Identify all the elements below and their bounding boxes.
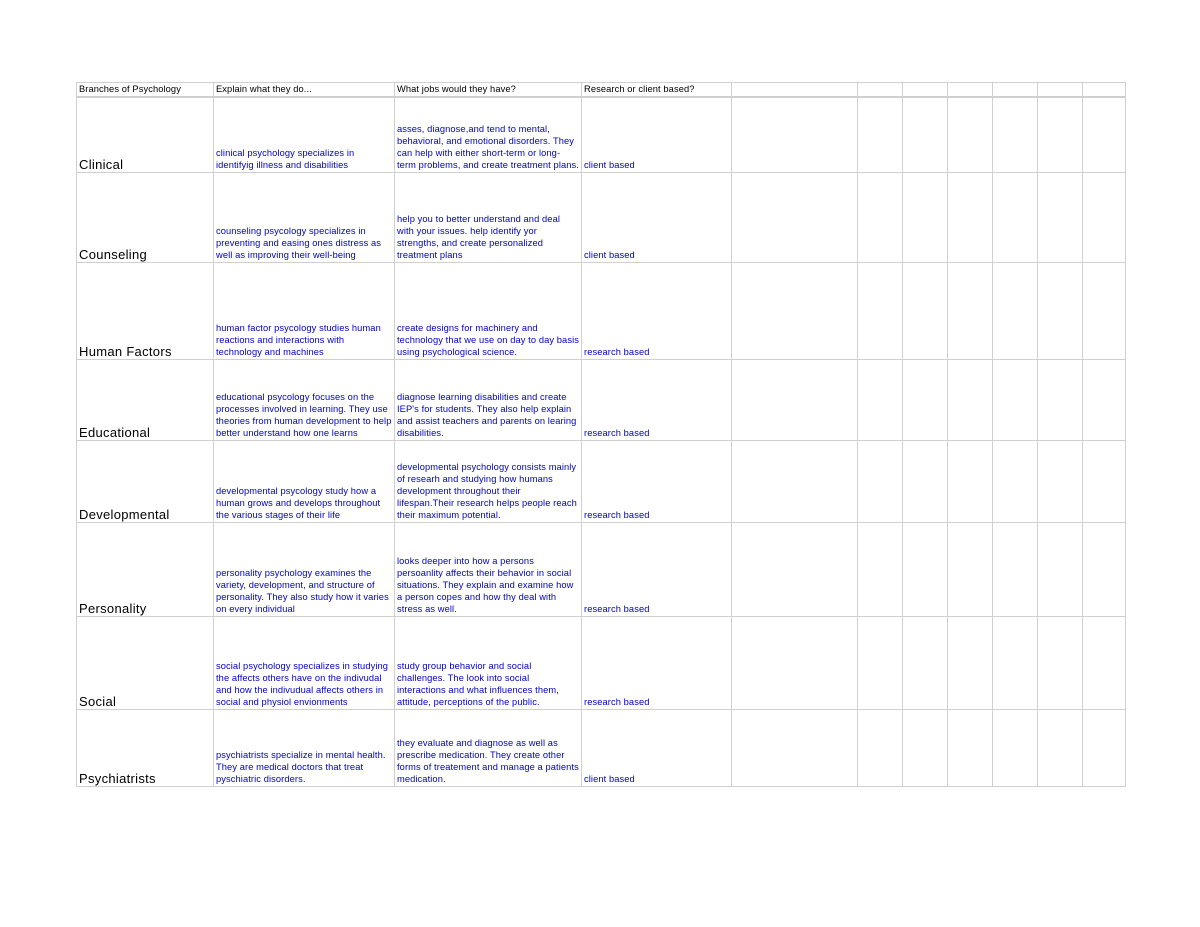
basis-cell[interactable]: research based	[582, 262, 732, 359]
table-row	[77, 97, 1126, 172]
empty-cell[interactable]	[858, 440, 903, 522]
basis-cell[interactable]: research based	[582, 359, 732, 440]
empty-cell[interactable]	[1083, 97, 1126, 172]
empty-cell[interactable]	[858, 262, 903, 359]
empty-cell[interactable]	[858, 522, 903, 616]
table-row	[77, 359, 1126, 440]
empty-cell[interactable]	[1083, 522, 1126, 616]
empty-cell[interactable]	[993, 172, 1038, 262]
jobs-cell[interactable]: create designs for machinery and technology that we use on day to day basis using psychological science.	[395, 262, 582, 359]
basis-cell[interactable]: client based	[582, 709, 732, 786]
empty-cell[interactable]	[1038, 616, 1083, 709]
empty-cell[interactable]	[732, 262, 858, 359]
empty-cell[interactable]	[903, 172, 948, 262]
explain-cell[interactable]: social psychology specializes in studying the affects others have on the indivudal and how the indivudual affects others in social and physiol envionments	[214, 616, 395, 709]
branch-cell[interactable]: Psychiatrists	[77, 709, 214, 786]
explain-cell[interactable]: clinical psychology specializes in identifyig illness and disabilities	[214, 97, 395, 172]
empty-cell[interactable]	[1038, 359, 1083, 440]
empty-cell[interactable]	[993, 262, 1038, 359]
basis-cell[interactable]: client based	[582, 172, 732, 262]
empty-cell[interactable]	[993, 709, 1038, 786]
header-jobs-cell[interactable]: What jobs would they have?	[395, 83, 582, 98]
empty-cell[interactable]	[1038, 172, 1083, 262]
empty-cell[interactable]	[948, 83, 993, 98]
empty-cell[interactable]	[948, 616, 993, 709]
empty-cell[interactable]	[732, 97, 858, 172]
empty-cell[interactable]	[903, 83, 948, 98]
table-row	[77, 616, 1126, 709]
jobs-cell[interactable]: developmental psychology consists mainly of researh and studying how humans development throughout their lifespan.Their research helps people reach their maximum potential.	[395, 440, 582, 522]
empty-cell[interactable]	[948, 709, 993, 786]
explain-cell[interactable]: developmental psycology study how a human grows and develops throughout the various stages of their life	[214, 440, 395, 522]
empty-cell[interactable]	[1038, 97, 1083, 172]
empty-cell[interactable]	[1083, 616, 1126, 709]
empty-cell[interactable]	[903, 97, 948, 172]
empty-cell[interactable]	[732, 616, 858, 709]
empty-cell[interactable]	[993, 97, 1038, 172]
empty-cell[interactable]	[903, 709, 948, 786]
empty-cell[interactable]	[732, 83, 858, 98]
empty-cell[interactable]	[732, 172, 858, 262]
empty-cell[interactable]	[903, 616, 948, 709]
header-basis-cell[interactable]: Research or client based?	[582, 83, 732, 98]
table-row	[77, 440, 1126, 522]
empty-cell[interactable]	[732, 522, 858, 616]
empty-cell[interactable]	[858, 83, 903, 98]
table-row	[77, 172, 1126, 262]
empty-cell[interactable]	[993, 522, 1038, 616]
empty-cell[interactable]	[948, 522, 993, 616]
empty-cell[interactable]	[858, 709, 903, 786]
empty-cell[interactable]	[903, 440, 948, 522]
table-row	[77, 262, 1126, 359]
empty-cell[interactable]	[948, 440, 993, 522]
empty-cell[interactable]	[1083, 709, 1126, 786]
header-branches-cell[interactable]: Branches of Psychology	[77, 83, 214, 98]
empty-cell[interactable]	[993, 83, 1038, 98]
spreadsheet-table	[76, 82, 1126, 787]
explain-cell[interactable]: psychiatrists specialize in mental health. They are medical doctors that treat pyschiatric disorders.	[214, 709, 395, 786]
empty-cell[interactable]	[732, 709, 858, 786]
empty-cell[interactable]	[1083, 440, 1126, 522]
empty-cell[interactable]	[993, 440, 1038, 522]
empty-cell[interactable]	[732, 440, 858, 522]
branch-cell[interactable]: Human Factors	[77, 262, 214, 359]
empty-cell[interactable]	[1083, 83, 1126, 98]
empty-cell[interactable]	[1038, 440, 1083, 522]
empty-cell[interactable]	[858, 172, 903, 262]
explain-cell[interactable]: human factor psycology studies human reactions and interactions with technology and machines	[214, 262, 395, 359]
empty-cell[interactable]	[1083, 359, 1126, 440]
empty-cell[interactable]	[858, 97, 903, 172]
empty-cell[interactable]	[948, 262, 993, 359]
explain-cell[interactable]: educational psycology focuses on the processes involved in learning. They use theories from human development to help better understand how one learns	[214, 359, 395, 440]
jobs-cell[interactable]: they evaluate and diagnose as well as prescribe medication. They create other forms of treatement and manage a patients medication.	[395, 709, 582, 786]
empty-cell[interactable]	[903, 359, 948, 440]
empty-cell[interactable]	[732, 359, 858, 440]
jobs-cell[interactable]: study group behavior and social challenges. The look into social interactions and what influences them, attitude, perceptions of the public.	[395, 616, 582, 709]
empty-cell[interactable]	[1083, 262, 1126, 359]
empty-cell[interactable]	[1038, 262, 1083, 359]
empty-cell[interactable]	[1038, 522, 1083, 616]
empty-cell[interactable]	[1083, 172, 1126, 262]
empty-cell[interactable]	[903, 522, 948, 616]
branch-cell[interactable]: Developmental	[77, 440, 214, 522]
jobs-cell[interactable]: looks deeper into how a persons persoanlity affects their behavior in social situations. They explain and examine how a person copes and how thy deal with stress as well.	[395, 522, 582, 616]
empty-cell[interactable]	[948, 359, 993, 440]
table-row	[77, 522, 1126, 616]
explain-cell[interactable]: counseling psycology specializes in preventing and easing ones distress as well as improving their well-being	[214, 172, 395, 262]
jobs-cell[interactable]: diagnose learning disabilities and create IEP's for students. They also help explain and assist teachers and parents on learing disabilities.	[395, 359, 582, 440]
branch-cell[interactable]: Personality	[77, 522, 214, 616]
header-explain-cell[interactable]: Explain what they do...	[214, 83, 395, 98]
empty-cell[interactable]	[858, 616, 903, 709]
branch-cell[interactable]: Counseling	[77, 172, 214, 262]
jobs-cell[interactable]: asses, diagnose,and tend to mental, behavioral, and emotional disorders. They can help with either short-term or long-term problems, and create treatment plans.	[395, 97, 582, 172]
jobs-cell[interactable]: help you to better understand and deal with your issues. help identify yor strengths, and create personalized treatment plans	[395, 172, 582, 262]
branch-cell[interactable]: Social	[77, 616, 214, 709]
header-row	[77, 83, 1126, 98]
table-row	[77, 709, 1126, 786]
empty-cell[interactable]	[1038, 709, 1083, 786]
empty-cell[interactable]	[993, 616, 1038, 709]
branch-cell[interactable]: Educational	[77, 359, 214, 440]
empty-cell[interactable]	[948, 97, 993, 172]
empty-cell[interactable]	[1038, 83, 1083, 98]
explain-cell[interactable]: personality psychology examines the variety, development, and structure of personality. They also study how it varies on every individual	[214, 522, 395, 616]
branch-cell[interactable]: Clinical	[77, 97, 214, 172]
basis-cell[interactable]: research based	[582, 440, 732, 522]
empty-cell[interactable]	[858, 359, 903, 440]
empty-cell[interactable]	[993, 359, 1038, 440]
basis-cell[interactable]: research based	[582, 522, 732, 616]
basis-cell[interactable]: client based	[582, 97, 732, 172]
empty-cell[interactable]	[948, 172, 993, 262]
basis-cell[interactable]: research based	[582, 616, 732, 709]
empty-cell[interactable]	[903, 262, 948, 359]
